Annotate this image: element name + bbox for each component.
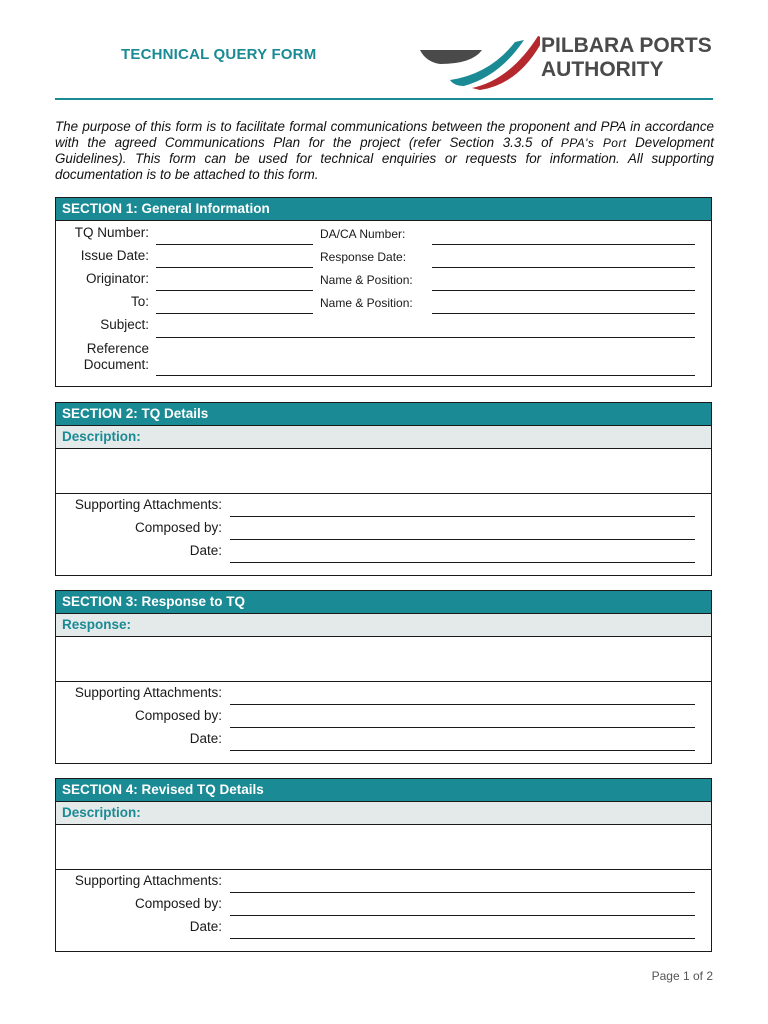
section4-description-area[interactable] [56,825,711,870]
section1-title: SECTION 1: General Information [56,198,711,221]
section3-composed-by-field[interactable] [230,727,695,728]
section3-response-area[interactable] [56,637,711,682]
section4-composed-by-field[interactable] [230,915,695,916]
section2-subtitle: Description: [56,426,711,449]
logo-swoosh-icon [420,34,540,94]
section3-date-field[interactable] [230,750,695,751]
originator-field[interactable] [156,290,313,291]
name-position-field-1[interactable] [432,290,695,291]
section2-date-field[interactable] [230,562,695,563]
section3-composed-by-label: Composed by: [134,708,222,723]
section3-date-label: Date: [189,731,222,746]
section2-attachments-label: Supporting Attachments: [74,497,222,512]
section2-description-area[interactable] [56,449,711,494]
section4-attachments-label: Supporting Attachments: [74,873,222,888]
section4-date-field[interactable] [230,938,695,939]
subject-label: Subject: [100,317,149,332]
reference-label-1: Reference [86,341,149,356]
originator-label: Originator: [85,271,149,286]
form-title: TECHNICAL QUERY FORM [121,46,317,63]
section4-date-label: Date: [189,919,222,934]
to-field[interactable] [156,313,313,314]
response-date-field[interactable] [432,267,695,268]
intro-text-b: PPA's Port [560,135,627,150]
name-position-label-2: Name & Position: [320,296,413,310]
page-number: Page 1 of 2 [651,969,713,983]
header-divider [55,98,713,100]
intro-text-c: Development Guidelines). This form can be used for technical enquiries or requests for information. All supporting documentation is to be attached to this form. [55,134,714,182]
intro-text-a: The purpose of this form is to facilitate formal communications between the proponent and PPA in accordance with the agreed Communications Plan for the project (refer Section 3.3.5 of [55,119,714,150]
section2-composed-by-label: Composed by: [134,520,222,535]
daca-number-label: DA/CA Number: [320,227,406,241]
logo-text-line2: AUTHORITY [541,58,664,81]
section-tq-details [55,402,712,576]
issue-date-label: Issue Date: [80,248,149,263]
section-revised-tq-details [55,778,712,952]
section2-attachments-field[interactable] [230,516,695,517]
to-label: To: [130,294,149,309]
section4-subtitle: Description: [56,802,711,825]
intro-paragraph [55,119,714,182]
tq-number-field[interactable] [156,244,313,245]
section4-attachments-field[interactable] [230,892,695,893]
section-response-to-tq [55,590,712,764]
logo-text-line1: PILBARA PORTS [541,34,712,57]
section-general-information [55,197,712,387]
section2-title: SECTION 2: TQ Details [56,403,711,426]
section3-subtitle: Response: [56,614,711,637]
section3-attachments-label: Supporting Attachments: [74,685,222,700]
name-position-field-2[interactable] [432,313,695,314]
section2-composed-by-field[interactable] [230,539,695,540]
response-date-label: Response Date: [320,250,407,264]
pilbara-ports-logo [420,34,720,94]
reference-label-2: Document: [83,357,149,372]
issue-date-field[interactable] [156,267,313,268]
section4-composed-by-label: Composed by: [134,896,222,911]
reference-document-field[interactable] [156,375,695,376]
section4-title: SECTION 4: Revised TQ Details [56,779,711,802]
section2-date-label: Date: [189,543,222,558]
daca-number-field[interactable] [432,244,695,245]
section3-title: SECTION 3: Response to TQ [56,591,711,614]
name-position-label-1: Name & Position: [320,273,413,287]
subject-field[interactable] [156,337,695,338]
tq-number-label: TQ Number: [74,225,149,240]
section3-attachments-field[interactable] [230,704,695,705]
